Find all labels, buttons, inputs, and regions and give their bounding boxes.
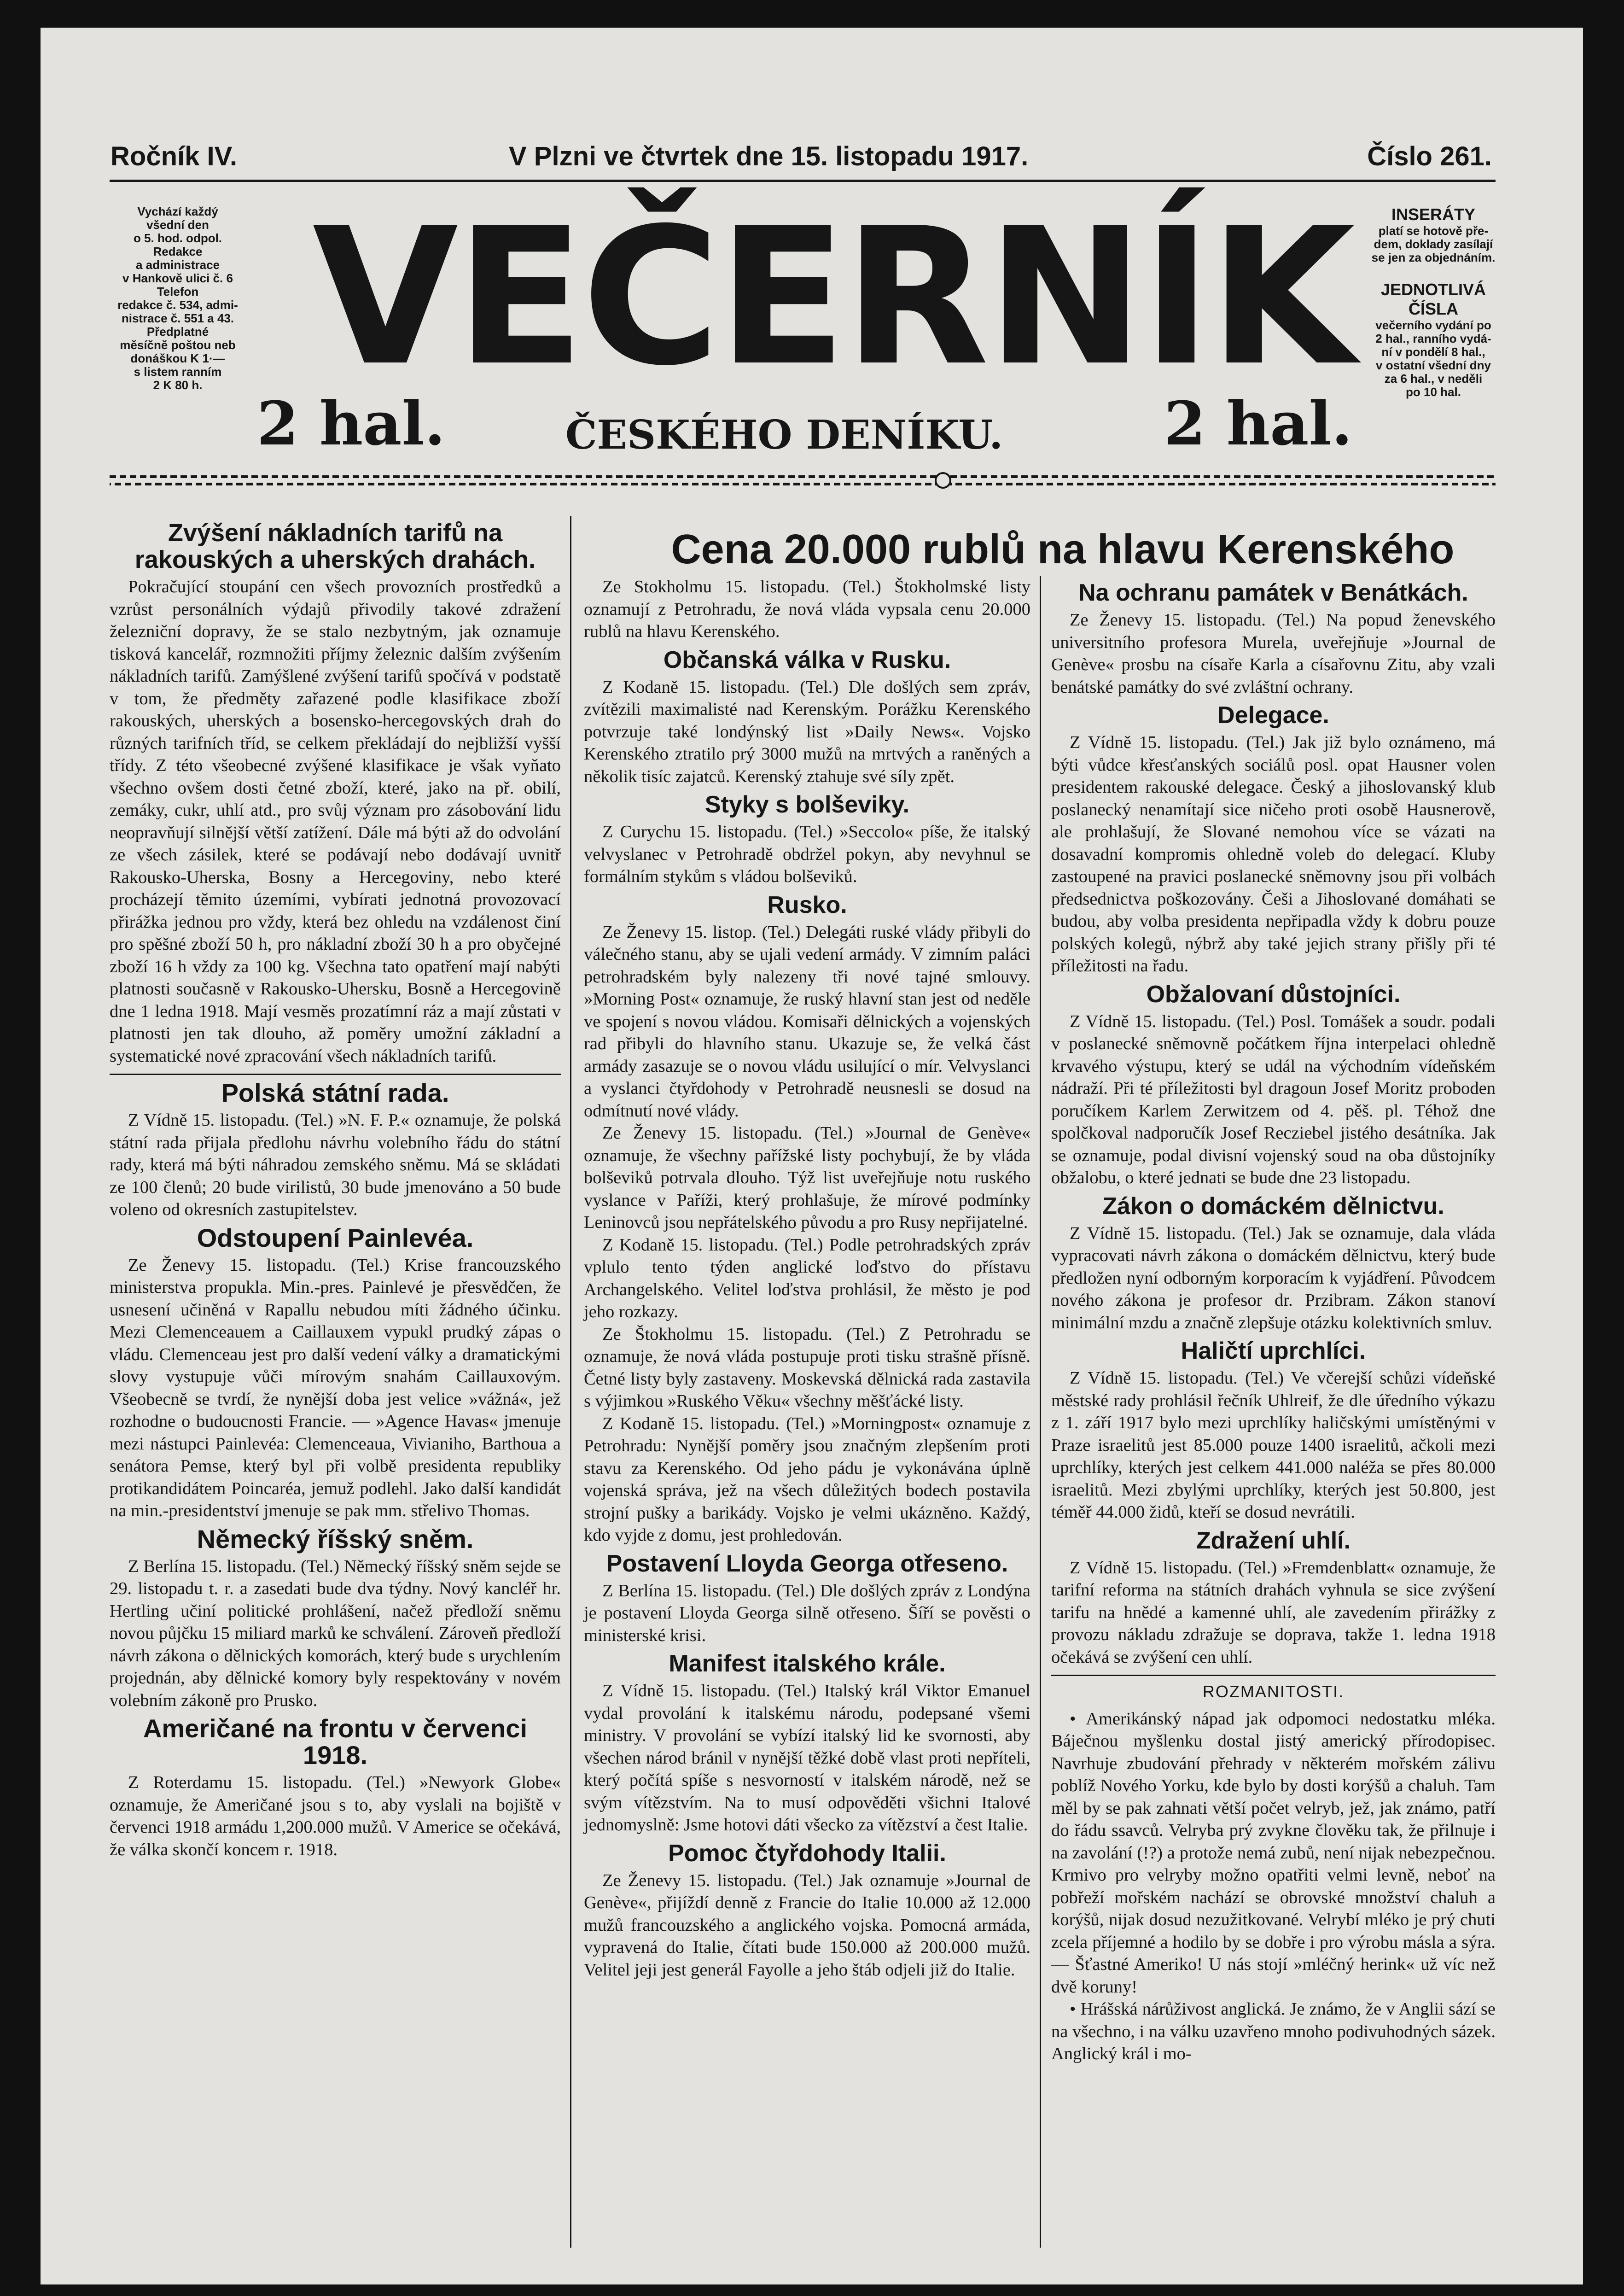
volume-label: Ročník IV.	[111, 141, 238, 171]
right-ear-line: platí se hotově pře-	[1378, 224, 1489, 238]
section-heading-miscellany: ROZMANITOSTI.	[1202, 1682, 1345, 1701]
left-ear-line: Telefon	[157, 285, 199, 298]
ornamental-rule	[110, 472, 1496, 489]
headline-home-workers: Zákon o domáckém dělnictvu.	[1102, 1192, 1444, 1220]
left-ear-info	[109, 205, 247, 392]
price-left: 2 hal.	[257, 388, 446, 459]
article-polish-council-text: Z Vídně 15. listopadu. (Tel.) »N. F. P.« oznamuje, že polská státní rada přijala předlohu návrhu volebního řádu do státní rady, která má býti náhradou zemského sněmu. Má se skládati ze 100 členů; 20 bude virilistů, 30 bude jmenováno a 50 bude voleno od okresních zastupitelstev.	[110, 1110, 561, 1219]
headline-refugees: Haličtí uprchlíci.	[1181, 1338, 1366, 1364]
article-kerensky-text: Ze Stokholmu 15. listopadu. (Tel.) Štokholmské listy oznamují z Petrohradu, že nová vláda vypsala cenu 20.000 rublů na hlavu Kerenského.	[584, 577, 1030, 641]
article-home-workers-text: Z Vídně 15. listopadu. (Tel.) Jak se oznamuje, dala vláda vypracovati návrh zákona o domáckém dělnictvu, který bude předložen nyní odborným korporacím k vyjádření. Původcem nového zákona je profesor dr. Przibram. Zákon stanoví minimální mzdu a značně zlepšuje otázku kolektivních smluv.	[1051, 1223, 1496, 1332]
right-ear-line: se jen za objednáním.	[1371, 251, 1496, 264]
left-ear-line: Vychází každý	[137, 204, 218, 218]
left-ear-line: nistrace č. 551 a 43.	[121, 311, 234, 325]
headline-officers: Obžalovaní důstojníci.	[1146, 981, 1401, 1008]
article-reichstag-text: Z Berlína 15. listopadu. (Tel.) Německý říšský sněm sejde se 29. listopadu t. r. a zasedati bude dva týdny. Nový kancléř hr. Hertling učiní politické prohlášení, načež předloží sněmu novou půjčku 15 miliard marků ke schválení. Zároveň předloží návrh zákona o dělnických komorách, který bude s urychlením projednán, aby dělnické komory byly respektovány v novém volebním zákoně pro Prusko.	[110, 1556, 561, 1710]
article-divider	[110, 1074, 561, 1075]
article-coal-text: Z Vídně 15. listopadu. (Tel.) »Fremdenblatt« oznamuje, že tarifní reforma na státních drahách vyhnula se sice zvýšení tarifu na hnědé a kamenné uhlí, ale zavedením přirážky z provozu nákladu zdražuje se doprava, takže 1. ledna 1918 očekává se zvýšení cen uhlí.	[1051, 1558, 1496, 1667]
article-venice-text: Ze Ženevy 15. listopadu. (Tel.) Na popud ženevského universitního profesora Murela, uveřejňuje »Journal de Genève« prosbu na císaře Karla a císařovnu Zitu, aby vzali benátské památky do své zvláštní ochrany.	[1051, 610, 1496, 697]
headline-lloyd-george: Postavení Lloyda Georga otřeseno.	[606, 1550, 1008, 1577]
masthead-rule	[110, 180, 1496, 182]
miscellany-item-2: • Hrášská nárůživost anglická. Je známo, že v Anglii sází se na všechno, i na válku uzavřeno mnoho podivuhodných sázek. Anglický král i mo-	[1051, 1999, 1496, 2063]
article-russia-text-2: Ze Ženevy 15. listopadu. (Tel.) »Journal de Genève« oznamuje, že všechny pařížské listy pochybují, že by vláda bolševiků potrvala dlouho. Týž list uveřejňuje notu ruského vyslance v Paříži, který prohlašuje, že mírové podmínky Leninovců jsou nepřátelského původu a pro Rusy nepřijatelné.	[584, 1123, 1030, 1232]
left-ear-line: a administrace	[135, 258, 220, 272]
headline-reichstag: Německý říšský sněm.	[197, 1524, 474, 1554]
newspaper-title: VEČERNÍK	[312, 187, 1353, 407]
left-ear-line: Redakce	[153, 245, 203, 258]
left-ear-line: o 5. hod. odpol.	[133, 231, 222, 245]
right-ear-line: dem, doklady zasílají	[1374, 237, 1493, 251]
left-ear-line: všední den	[146, 218, 209, 232]
newspaper-page	[41, 28, 1583, 2284]
article-italian-king-text: Z Vídně 15. listopadu. (Tel.) Italský král Viktor Emanuel vydal provolání k italskému národu, podepsané všemi ministry. V provolání se vybízí italský lid ke svornosti, aby všechen národ bránil v nynější těžké době vlast proti nepříteli, který počítá spíše s nesvorností v italském národě, než se svým vítězstvím. Na to musí odpověděti všichni Italové jednomyslně: Jsme hotovi dáti všecko za vítězství a čest Italie.	[584, 1681, 1030, 1834]
right-ear-line: JEDNOTLIVÁ	[1380, 280, 1486, 299]
column-1	[110, 516, 561, 1861]
headline-entente-help: Pomoc čtyřdohody Italii.	[668, 1840, 946, 1867]
headline-americans: Američané na frontu v červenci 1918.	[143, 1714, 528, 1770]
dateline: V Plzni ve čtvrtek dne 15. listopadu 1917.	[509, 141, 1029, 171]
headline-coal: Zdražení uhlí.	[1196, 1527, 1351, 1554]
article-civil-war-text: Z Kodaně 15. listopadu. (Tel.) Dle došlých sem zpráv, zvítězili maximalisté nad Kerenským. Porážku Kerenského potvrzuje také londýnský list »Daily News«. Vojsko Kerenského ztratilo prý 3000 mužů na mrtvých a raněných a několik tisíc zajatců. Kerenský ztahuje své síly zpět.	[584, 677, 1030, 786]
left-ear-line: v Hankově ulici č. 6	[122, 271, 233, 285]
left-ear-line: Předplatné	[146, 325, 209, 339]
column-2	[584, 576, 1030, 1981]
right-ear-line: za 6 hal., v neděli	[1384, 372, 1483, 386]
article-entente-help-text: Ze Ženevy 15. listopadu. (Tel.) Jak oznamuje »Journal de Genève«, přijíždí denně z Francie do Italie 10.000 až 12.000 mužů francouzského a anglického vojska. Pomocná armáda, vypravená do Italie, čítati bude 150.000 až 200.000 mužů. Velitel jeji jest generál Fayolle a jeho štáb odjeli již do Italie.	[584, 1870, 1030, 1980]
headline-polish-council: Polská státní rada.	[221, 1078, 449, 1107]
column-3	[1051, 576, 1496, 2065]
article-bolsheviks-text: Z Curychu 15. listopadu. (Tel.) »Seccolo« píše, že italský velvyslanec v Petrohradě obdržel pokyn, aby nevyhnul se formálním stykům s vládou bolševiků.	[584, 822, 1030, 886]
article-russia-text-3: Z Kodaně 15. listopadu. (Tel.) Podle petrohradských zpráv vplulo tento týden anglické loďstvo do přístavu Archangelského. Velitel loďstva prohlásil, že město je pod jeho rozkazy.	[584, 1235, 1030, 1321]
column-rule-2	[1040, 576, 1041, 2248]
right-ear-line: INSERÁTY	[1391, 205, 1476, 224]
headline-tariffs: Zvýšení nákladních tarifů na rakouských a uherských drahách.	[134, 519, 536, 573]
left-ear-line: s listem ranním	[134, 365, 222, 379]
article-delegations-text: Z Vídně 15. listopadu. (Tel.) Jak již bylo oznámeno, má býti vůdce křesťanských sociálů posl. opat Hausner volen presidentem rakouské delegace. Český a jihoslovanský klub poslanecký nenamítají sice ničeho proti osobě Hausnerově, ale prohlašují, že Slované nemohou více se vázati na dosavadní kompromis ohledně voleb do delegací. Kluby zastoupené na pravici poslanecké sněmovny jsou při volbách předsednictva poškozovány. Češi a Jihoslované domáhati se budou, aby volba presidenta nepřipadla vždy k dobru pouze polských kolegů, nýbrž aby také jejich strany přišly při té příležitosti na řadu.	[1051, 733, 1496, 976]
price-right: 2 hal.	[1164, 388, 1353, 459]
article-russia-text-4: Ze Štokholmu 15. listopadu. (Tel.) Z Petrohradu se oznamuje, že nová vláda postupuje proti tisku strašně přísně. Četné listy byly zastaveny. Moskevská dělnická rada zastavila s výjimkou »Ruského Věku« všechny měšťácké listy.	[584, 1324, 1030, 1411]
headline-russia: Rusko.	[767, 891, 847, 918]
headline-italian-king: Manifest italského krále.	[669, 1650, 946, 1677]
lead-headline: Cena 20.000 rublů na hlavu Kerenského	[671, 526, 1455, 573]
article-americans-text: Z Roterdamu 15. listopadu. (Tel.) »Newyork Globe« oznamuje, že Američané jsou s to, aby vyslali na bojiště v červenci 1918 armádu 1,200.000 mužů. V Americe se očekává, že válka skončí koncem r. 1918.	[110, 1773, 561, 1859]
headline-civil-war: Občanská válka v Rusku.	[663, 646, 951, 673]
article-officers-text: Z Vídně 15. listopadu. (Tel.) Posl. Tomášek a soudr. podali v poslanecké sněmovně počátkem října interpelaci ohledně krvavého výstupu, který se udál na východním vídeňském nádraží. Při té příležitosti byl dragoun Josef Moritz proboden poručíkem Karlem Zerwitzem od 4. pěš. pl. Téhož dne spolčkoval nadporučík Josef Recziebel jistého desátníka. Jak se oznamuje, podal divisní vojenský soud na oba důstojníky obžalobu, o které jednati se bude dne 23 listopadu.	[1051, 1011, 1496, 1187]
right-ear-line: ČÍSLA	[1409, 299, 1458, 318]
headline-delegations: Delegace.	[1217, 702, 1329, 729]
left-ear-line: 2 K 80 h.	[153, 378, 203, 392]
headline-bolsheviks: Styky s bolševiky.	[704, 791, 910, 818]
section-divider	[1051, 1675, 1496, 1676]
left-ear-line: donáškou K 1·—	[130, 351, 225, 365]
article-russia-text-1: Ze Ženevy 15. listop. (Tel.) Delegáti ruské vlády přibyli do válečného stanu, aby se ujali vedení armády. V zimním paláci petrohradském byly nalezeny tři nové tajné smlouvy. »Morning Post« oznamuje, že ruský hlavní stan jest od neděle ve spojení s novou vládou. Komisaři dělnických a vojenských rad přibyli do hlavního stanu. Ukazuje se, že velká část armády zasazuje se o novou vládu usilující o mír. Velvyslanci a vyslanci čtyřdohody v Petrohradě neusnesli se dosud na odmítnutí nové vlády.	[584, 922, 1030, 1121]
right-ear-line: večerního vydání po	[1375, 318, 1491, 332]
right-ear-line: ní v pondělí 8 hal.,	[1381, 345, 1485, 359]
article-painleve-text: Ze Ženevy 15. listopadu. (Tel.) Krise francouzského ministerstva propukla. Min.-pres. Painlevé je přesvědčen, že usnesení učiněná v Rapallu nebudou míti žádného účinku. Mezi Clemenceauem a Caillauxem vypukl prudký zápas o vládu. Clemenceau jest pro další vedení války a dramatickými slovy vystupuje vůči mírovým snahám Caillauxovým. Všeobecně se tvrdí, že nynější doba jest velice »vážná«, jež rozhodne o budoucnosti Francie. — »Agence Havas« jmenuje mezi nástupci Painlevéa: Clemenceaua, Vivianiho, Barthoua a senátora Pemse, který byl při volbě presidenta republiky protikandidátem Poincaréa, jemuž podlehl. Jako další kandidát na min.-presidentství jmenuje se pak mm. střelivo Thomas.	[110, 1255, 561, 1520]
masthead-top-line	[111, 141, 1492, 178]
left-ear-line: měsíčně poštou neb	[120, 338, 236, 352]
headline-venice: Na ochranu památek v Benátkách.	[1078, 579, 1468, 606]
column-rule-1	[570, 516, 571, 2248]
miscellany-item-1: • Amerikánský nápad jak odpomoci nedostatku mléka. Báječnou myšlenku dostal jistý americký přírodopisec. Navrhuje zbudování přehrady v některém mořském zálivu poblíž Nového Yorku, kde bylo by dosti korýšů a chaluh. Tam měl by se pak zahnati větší počet velryb, jež, jak známo, patří do řádu ssavců. Velryba prý zvykne člověku tak, že přilnuje i na zavolání (!?) a protože nemá zubů, není nijak nebezpečnou. Krmivo pro velryby možno opatřiti velmi levně, neboť na pobřeží mořském nachází se obrovské množství chaluh a korýšů, nijak dosud nezužitkované. Velrybí mléko je prý chuti zcela příjemné a hodilo by se dobře i pro výrobu másla a sýra. — Šťastné Ameriko! U nás stojí »mléčný herink« už víc než dvě koruny!	[1051, 1709, 1496, 1997]
article-russia-text-5: Z Kodaně 15. listopadu. (Tel.) »Morningpost« oznamuje z Petrohradu: Nynější poměry jsou značným zlepšením proti stavu za Kerenského. Od jeho pádu je vykonávána úplně vojenská správa, jež na všech důležitých bodech postavila strojní pušky a barikády. Vojsko je velmi ukázněno. Každý, kdo vyjde z domu, jest prohledován.	[584, 1414, 1030, 1545]
subtitle: ČESKÉHO DENÍKU.	[565, 412, 1003, 458]
issue-number: Číslo 261.	[1367, 141, 1492, 171]
right-ear-line: po 10 hal.	[1406, 385, 1461, 399]
left-ear-line: redakce č. 534, admi-	[117, 298, 238, 312]
article-tariffs-text: Pokračující stoupání cen všech provozních prostředků a vzrůst personálních výdajů přivodily takové zdražení železniční dopravy, že se stalo nezbytným, jak oznamuje tisková kancelář, rozmnožiti příjmy železnic dalším zvýšením nákladních tarifů. Zamýšlené zvýšení tarifů spočívá v podstatě v tom, že předměty zařazené podle klasifikace zboží rakouských, uherských a bosensko-hercegovských drah do různých tarifních tříd, se celkem překládají do nejbližší vyšší třídy. Z této všeobecné zvýšené klasifikace je však vyňato všechno ovšem dosti četné zboží, které, jako na př. obilí, zemáky, cukr, uhlí atd., pro svůj význam pro zásobování lidu neopravňují silnější větší zatížení. Dále má býti až do odvolání ze všech zásilek, které se podávají nebo dodávají uvnitř Rakousko-Uherska, Bosny a Hercegoviny, nebo které procházejí těmito územími, vybírati jednotná provozovací přirážka jednou pro vždy, která bez ohledu na vzdálenost činí pro spěšné zboží 50 h, pro nákladní zboží 30 h a pro obyčejné zboží 16 h vždy za 100 kg. Všechna tato opatření mají nabýti platnosti současně v Rakousko-Uhersku, Bosně a Hercegovině dne 1 ledna 1918. Mají vesměs prozatímní ráz a mají zůstati v platnosti jen tak dlouho, až poměry umožní základní a systematické nové zpracování všech nákladních tarifů.	[110, 577, 561, 1066]
article-refugees-text: Z Vídně 15. listopadu. (Tel.) Ve včerejší schůzi vídeňské městské rady prohlásil řečník Uhlreif, že dle úředního výkazu z 1. září 1917 bylo mezi uprchlíky haličskými umístěnými v Praze israelitů jest 85.000 pouze 1400 israelitů, ačkoli mezi uprchlíky, kterých jest celkem 441.000 naléža se přes 80.000 israelitů. Mezi zbylými uprchlíky, kterých jest 50.800, jest téměř 44.000 židů, kteří se dosud nevrátili.	[1051, 1368, 1496, 1522]
article-lloyd-george-text: Z Berlína 15. listopadu. (Tel.) Dle došlých zpráv z Londýna je postavení Lloyda Georga silně otřeseno. Šíří se pověsti o ministerské krisi.	[584, 1581, 1030, 1645]
headline-painleve: Odstoupení Painlevéa.	[197, 1223, 474, 1252]
right-ear-line: 2 hal., ranního vydá-	[1375, 332, 1491, 345]
right-ear-line: v ostatní všední dny	[1376, 358, 1491, 372]
